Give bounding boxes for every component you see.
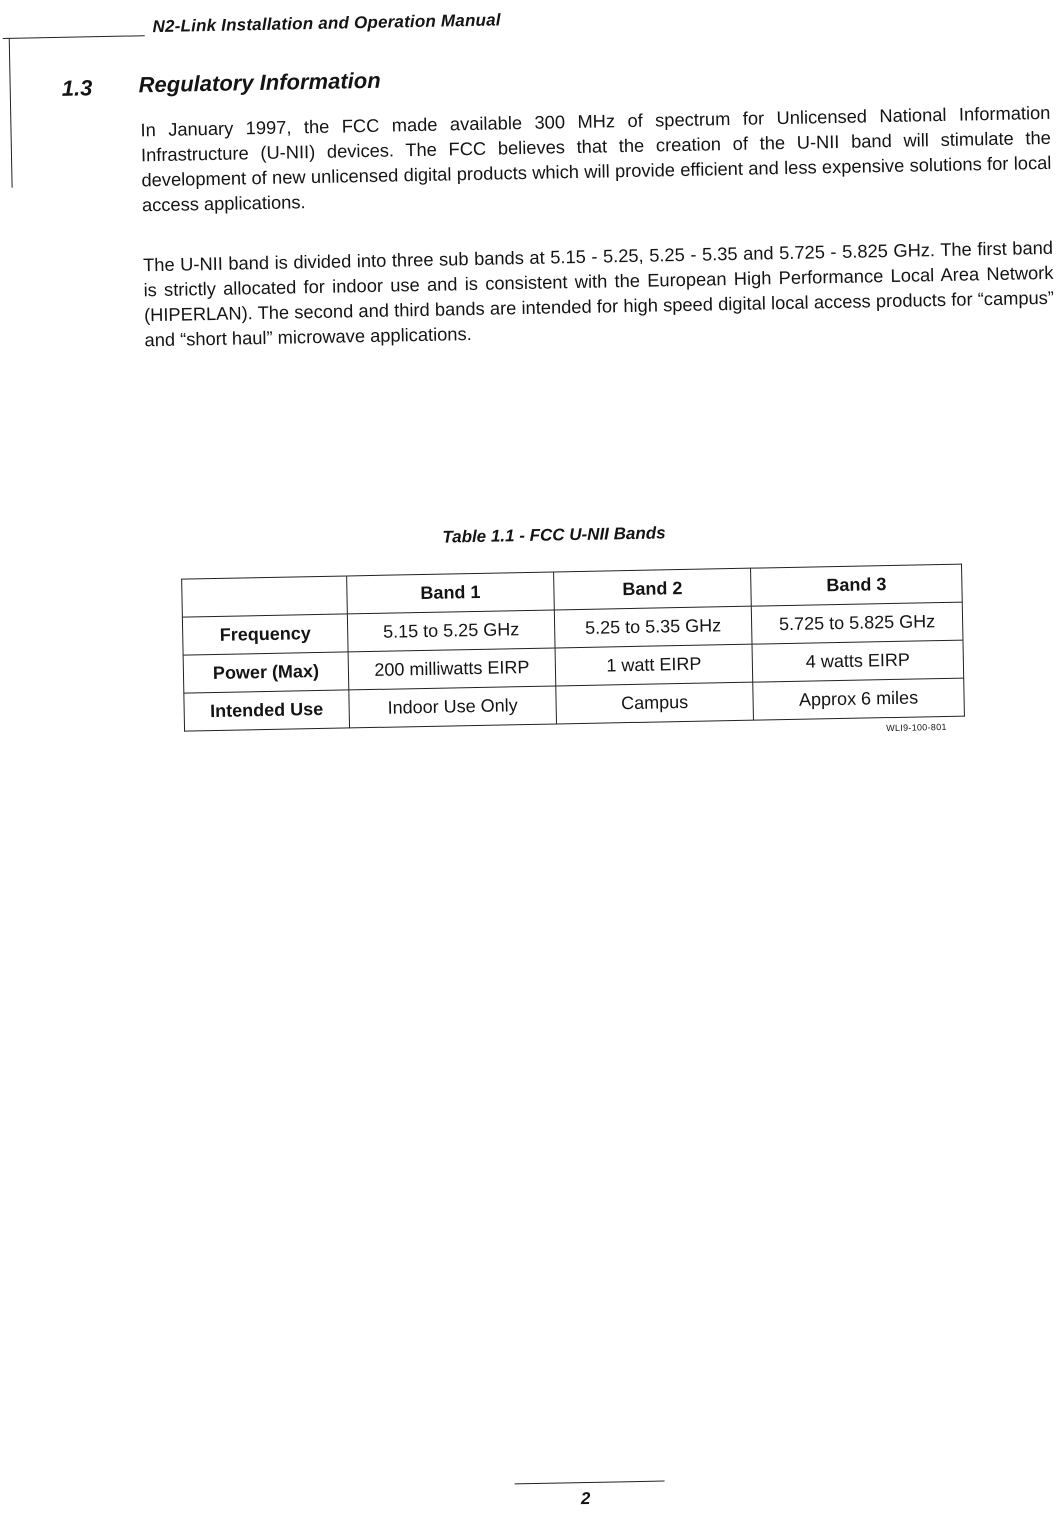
table-cell: 5.25 to 5.35 GHz	[554, 606, 752, 648]
figure-code: WLI9-100-801	[886, 721, 947, 734]
table-row-header: Power (Max)	[183, 652, 349, 693]
table-cell: 1 watt EIRP	[555, 644, 753, 686]
page-number: 2	[580, 1488, 591, 1509]
table-cell: 5.15 to 5.25 GHz	[347, 610, 555, 652]
footer-rule	[515, 1481, 665, 1485]
fcc-bands-table	[181, 564, 965, 732]
table-cell: 4 watts EIRP	[752, 640, 964, 682]
table-header-cell: Band 1	[347, 572, 555, 614]
table-row-header: Intended Use	[184, 690, 350, 731]
table-cell: 5.725 to 5.825 GHz	[751, 602, 963, 644]
paragraph-intro: In January 1997, the FCC made available 300 MHz of spectrum for Unlicensed National Information Infrastructure (U-NII) devices. The FCC believes that the creation of the U-NII band will stimulate the development of new unlicensed digital products which will provide efficient and less expensive solutions for local access applications.	[140, 101, 1052, 216]
section-number: 1.3	[61, 75, 93, 101]
table-caption: Table 1.1 - FCC U-NII Bands	[442, 523, 666, 547]
left-margin-bar	[9, 38, 13, 188]
manual-header-title: N2-Link Installation and Operation Manual	[152, 10, 501, 37]
header-rule	[3, 35, 145, 39]
table-cell: 200 milliwatts EIRP	[348, 648, 556, 690]
table-cell: Indoor Use Only	[349, 686, 557, 728]
section-title: Regulatory Information	[138, 67, 381, 98]
table-cell: Approx 6 miles	[753, 678, 965, 720]
table-row-header: Frequency	[182, 614, 348, 655]
table-cell: Campus	[556, 682, 754, 724]
table-header-cell: Band 3	[751, 564, 963, 606]
paragraph-subbands: The U-NII band is divided into three sub bands at 5.15 - 5.25, 5.25 - 5.35 and 5.725 - 5.825 GHz. The first band is strictly allocated for indoor use and is consistent with the European High Performance Local Area Network (HIPERLAN). The second and third bands are intended for high speed digital local access products for “campus” and “short haul” microwave applications.	[142, 236, 1055, 351]
table-header-cell	[182, 576, 348, 617]
table-header-cell: Band 2	[554, 568, 752, 610]
